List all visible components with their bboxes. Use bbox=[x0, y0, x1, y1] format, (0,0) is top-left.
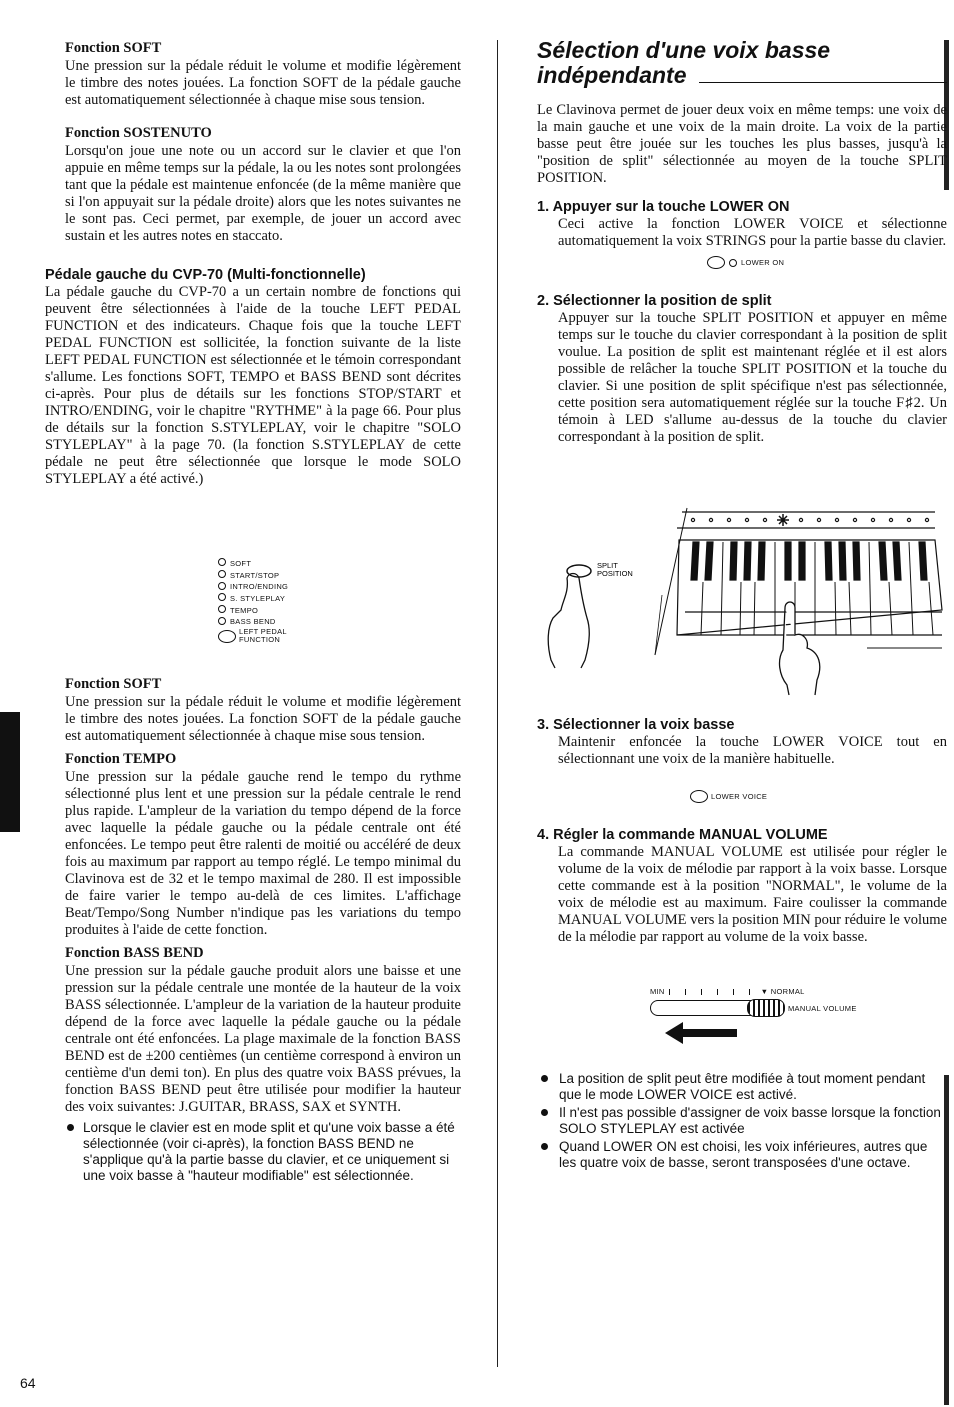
led-icon bbox=[218, 605, 226, 613]
led-row: S. STYLEPLAY bbox=[218, 591, 288, 603]
note-item: Quand LOWER ON est choisi, les voix inférieures, autres que les quatre voix de basse, seront transposées d'une octave. bbox=[537, 1139, 947, 1171]
manual-volume-diagram bbox=[650, 987, 870, 1049]
step4-title: 4. Régler la commande MANUAL VOLUME bbox=[537, 827, 828, 843]
notes-list bbox=[537, 1071, 947, 1173]
right-column bbox=[537, 38, 947, 446]
note-item: Il n'est pas possible d'assigner de voix basse lorsque la fonction SOLO STYLEPLAY est activée bbox=[537, 1105, 947, 1137]
arrow-left-icon bbox=[665, 1020, 737, 1046]
hand-right-icon bbox=[780, 602, 820, 695]
led-row: TEMPO bbox=[218, 603, 288, 615]
led-row: SOFT bbox=[218, 556, 288, 568]
section-title-line2: indépendante bbox=[537, 62, 687, 88]
bullet-icon bbox=[67, 1124, 74, 1131]
left-pedal-function-button[interactable]: LEFT PEDAL FUNCTION bbox=[218, 628, 288, 644]
bullet-icon bbox=[541, 1075, 548, 1082]
bassbend-title: Fonction BASS BEND bbox=[65, 945, 204, 961]
bullet-icon bbox=[541, 1143, 548, 1150]
left-column bbox=[45, 40, 461, 488]
left-column-lower bbox=[45, 676, 461, 1186]
led-row: BASS BEND bbox=[218, 614, 288, 626]
cvp-title: Pédale gauche du CVP-70 (Multi-fonctionnelle) bbox=[45, 267, 366, 283]
keyboard-icon bbox=[677, 512, 942, 635]
split-position-button-icon bbox=[567, 565, 591, 577]
volume-scale bbox=[650, 987, 805, 996]
bassbend-note: Lorsque le clavier est en mode split et qu'une voix basse a été sélectionnée (voir ci-après), la fonction BASS BEND ne s'applique qu'à la partie basse du clavier, et ce uniquement si une voix basse à "hauteur modifiable" est sélectionnée. bbox=[45, 1120, 461, 1184]
cvp-text: La pédale gauche du CVP-70 a un certain nombre de fonctions qui peuvent être sélectionnées à l'aide de la touche LEFT PEDAL FUNCTION et des indicateurs. Chaque fois que la touche LEFT PEDAL FUNCTION est sollicitée, la fonction suivante de la liste LEFT PEDAL FUNCTION est sélectionnée et le témoin correspondant s'allume. Les fonctions SOFT, TEMPO et BASS BEND sont décrites ci-après. Pour plus de détails sur les fonctions STOP/START et INTRO/ENDING, voir le chapitre "RYTHME" à la page 66. Pour plus de détails sur la fonction S.STYLEPLAY, voir le chapitre "SOLO STYLEPLAY" à la page 70. (la fonction S.STYLEPLAY de cette pédale ne peut être sélectionnée que lorsque le mode SOLO STYLEPLAY a été activé.) bbox=[45, 284, 461, 487]
soft2-text: Une pression sur la pédale réduit le volume et modifie légèrement le timbre des notes jouées. La fonction SOFT de la pédale gauche est automatiquement sélectionnée à chaque mise sous tension. bbox=[65, 694, 461, 744]
intro-text: Le Clavinova permet de jouer deux voix en même temps: une voix de la main gauche et une voix de la main droite. La voix de la partie basse peut être jouée sur les touches les plus basses, jusqu'à la "position de split" sélectionnée au moyen de la touche SPLIT POSITION. bbox=[537, 102, 947, 186]
split-label-1: SPLIT bbox=[597, 561, 618, 570]
min-label: MIN bbox=[650, 987, 665, 996]
led-row-icon bbox=[691, 514, 928, 526]
right-column-lower bbox=[537, 717, 947, 946]
button-icon bbox=[707, 256, 725, 269]
manual-volume-slider[interactable] bbox=[650, 1000, 784, 1016]
lower-voice-button[interactable]: LOWER VOICE bbox=[690, 790, 947, 803]
bassbend-text: Une pression sur la pédale gauche produit alors une baisse et une pression sur la pédale centrale une montée de la hauteur de la voix BASS sélectionnée. L'ampleur de la variation de la hauteur produite dépend de la force avec laquelle la pédale gauche ou la pédale centrale ont été enfoncées. La plage maximale de la fonction BASS BEND est de ±200 centièmes (un centième correspond à environ un centième d'un demi ton). En plus des quatre voix BASS prévues, la fonction BASS BEND peut être utilisée pour modifier la hauteur des voix suivantes: J.GUITAR, BRASS, SAX et SYNTH. bbox=[65, 963, 461, 1115]
led-icon bbox=[218, 582, 226, 590]
chapter-tab-marker bbox=[0, 712, 20, 832]
led-row: INTRO/ENDING bbox=[218, 579, 288, 591]
step2-text: Appuyer sur la touche SPLIT POSITION et appuyer en même temps sur le touche du clavier correspondant à la position de split voulue. La position de split est maintenant réglée et il est alors possible de relâcher la touche SPLIT POSITION et la touche du clavier. Si une position de split spécifique n'est pas sélectionnée, cette position sera automatiquement réglée sur la touche F♯2. Un témoin à LED s'allume au-dessus de la touche du clavier correspondant à la position de split. bbox=[558, 310, 947, 445]
step3-text: Maintenir enfoncée la touche LOWER VOICE tout en sélectionnant une voix de la manière habituelle. bbox=[558, 734, 947, 767]
led-icon bbox=[218, 593, 226, 601]
soft2-title: Fonction SOFT bbox=[65, 676, 162, 692]
soft-title: Fonction SOFT bbox=[65, 40, 162, 56]
column-divider bbox=[497, 40, 498, 1367]
tempo-title: Fonction TEMPO bbox=[65, 751, 177, 767]
split-position-illustration bbox=[537, 500, 947, 700]
section-title-line1: Sélection d'une voix basse bbox=[537, 37, 831, 63]
note-item: La position de split peut être modifiée à tout moment pendant que le mode LOWER VOICE est activé. bbox=[537, 1071, 947, 1103]
step1-title: 1. Appuyer sur la touche LOWER ON bbox=[537, 199, 790, 215]
step4-text: La commande MANUAL VOLUME est utilisée pour régler le volume de la voix de mélodie par rapport à la voix basse. Lorsque cette commande est à la position "NORMAL", le volume de la voix de mélodie est au maximum. Faire coulisser la commande MANUAL VOLUME vers la position MIN pour réduire le volume de la mélodie par rapport au volume de la voix basse. bbox=[558, 844, 947, 945]
button-icon bbox=[218, 630, 236, 643]
step2-title: 2. Sélectionner la position de split bbox=[537, 293, 772, 309]
page-number: 64 bbox=[20, 1375, 36, 1391]
normal-label: ▼ NORMAL bbox=[760, 987, 805, 996]
bullet-icon bbox=[541, 1109, 548, 1116]
step3-title: 3. Sélectionner la voix basse bbox=[537, 717, 735, 733]
sostenuto-text: Lorsqu'on joue une note ou un accord sur le clavier et que l'on appuie en même temps sur la pédale, la ou les notes sont prolongées tant que la pédale est maintenue enfoncée (de la même manière que si l'on appuyait sur la pédale droite) alors que les notes suivantes ne le sont pas. Ceci permet, par exemple, de jouer un accord avec sustain et les autres notes en staccato. bbox=[65, 143, 461, 244]
lower-on-button[interactable]: LOWER ON bbox=[707, 256, 947, 269]
led-row: START/STOP bbox=[218, 568, 288, 580]
slider-knob[interactable] bbox=[747, 999, 785, 1017]
led-icon bbox=[218, 617, 226, 625]
section-title-line2-row bbox=[537, 63, 947, 88]
scale-ticks bbox=[669, 989, 757, 995]
led-icon bbox=[218, 558, 226, 566]
hand-left-icon bbox=[548, 574, 589, 669]
sostenuto-title: Fonction SOSTENUTO bbox=[65, 125, 212, 141]
title-rule bbox=[699, 82, 947, 84]
led-icon bbox=[218, 570, 226, 578]
split-label-2: POSITION bbox=[597, 569, 633, 578]
left-pedal-indicator-panel bbox=[218, 556, 288, 644]
step1-text: Ceci active la fonction LOWER VOICE et sélectionne automatiquement la voix STRINGS pour la partie basse du clavier. bbox=[558, 216, 947, 249]
tempo-text: Une pression sur la pédale gauche rend le tempo du rythme sélectionné plus lent et une pression sur la pédale centrale le rend plus rapide. L'ampleur de la variation du tempo dépend de la force avec laquelle la pédale gauche ou la pédale centrale ont été enfoncées. Le tempo peut être ralenti de moitié ou accéléré de deux fois au maximum par rapport au tempo réglé. Le tempo minimal du Clavinova est de 32 et le tempo maximal de 280. Il est impossible de faire varier le tempo au-delà de ces limites. L'affichage Beat/Tempo/Song Number n'indique pas les variations du tempo produites à l'aide de cette fonction. bbox=[65, 769, 461, 938]
soft-text: Une pression sur la pédale réduit le volume et modifie légèrement le timbre des notes jouées. La fonction SOFT de la pédale gauche est automatiquement sélectionnée à chaque mise sous tension. bbox=[65, 58, 461, 108]
manual-volume-label: MANUAL VOLUME bbox=[788, 1004, 857, 1013]
button-icon bbox=[690, 790, 708, 803]
led-icon bbox=[729, 259, 737, 267]
